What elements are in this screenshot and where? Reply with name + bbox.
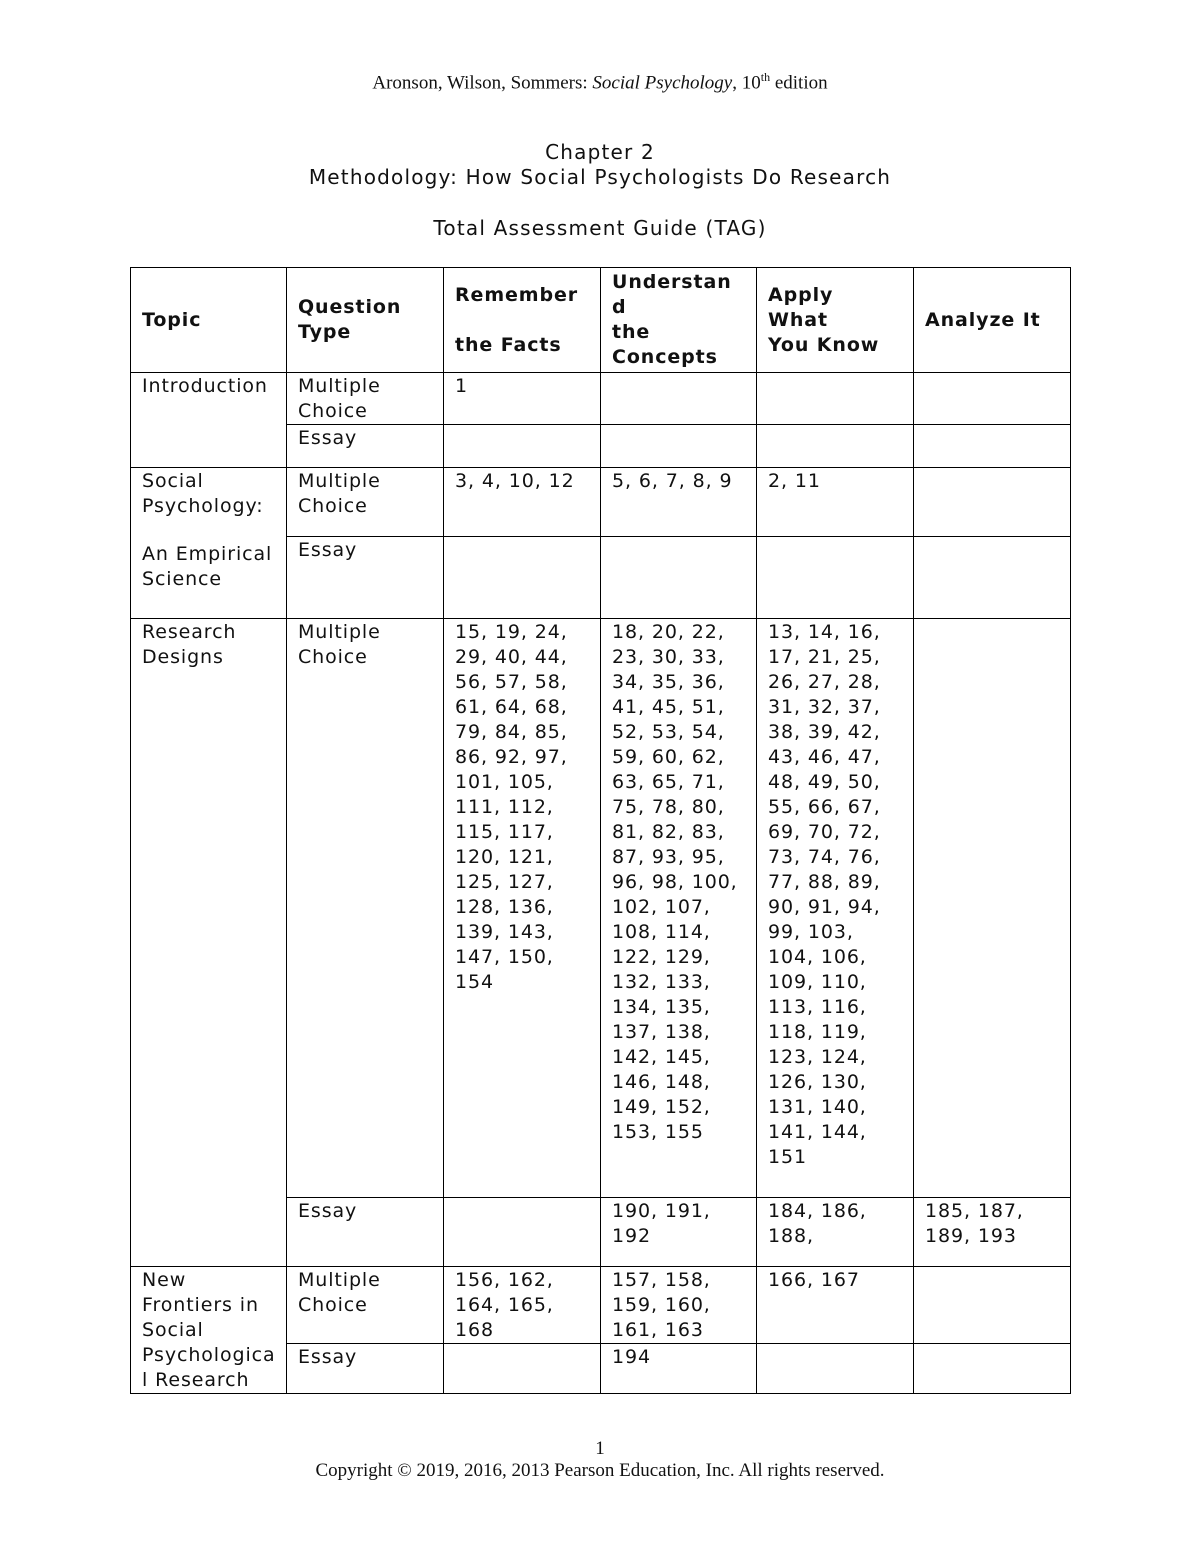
header-book-title: Social Psychology: [592, 72, 733, 94]
analyze-cell: [914, 537, 1071, 619]
remember-cell: [444, 1198, 601, 1267]
remember-cell: 3, 4, 10, 12: [444, 468, 601, 537]
question-type-cell: Essay: [287, 1198, 444, 1267]
topic-line: Social Psychology:: [142, 470, 264, 517]
header-edition-number: , 10: [732, 72, 761, 94]
apply-cell: 2, 11: [757, 468, 914, 537]
table-row: [131, 1267, 1071, 1344]
header-apply: Apply What You Know: [757, 268, 914, 373]
table-row: [131, 619, 1071, 1198]
analyze-cell: [914, 1344, 1071, 1394]
remember-cell: 15, 19, 24, 29, 40, 44, 56, 57, 58, 61, 64, 68, 79, 84, 85, 86, 92, 97, 101, 105, 111, 112, 115, 117, 120, 121, 125, 127, 128, 136, 139, 143, 147, 150, 154: [444, 619, 601, 1198]
analyze-cell: [914, 373, 1071, 425]
understand-cell: [601, 373, 757, 425]
analyze-cell: [914, 468, 1071, 537]
header-topic: Topic: [131, 268, 287, 373]
analyze-cell: 185, 187, 189, 193: [914, 1198, 1071, 1267]
topic-cell: Introduction: [131, 373, 287, 468]
understand-cell: 5, 6, 7, 8, 9: [601, 468, 757, 537]
page-number: 1: [595, 1438, 605, 1459]
topic-cell: Research Designs: [131, 619, 287, 1267]
header-edition-sup: th: [760, 70, 771, 84]
understand-cell: [601, 425, 757, 468]
running-header: [0, 70, 1200, 94]
remember-cell: 156, 162, 164, 165, 168: [444, 1267, 601, 1344]
apply-cell: 166, 167: [757, 1267, 914, 1344]
question-type-cell: Multiple Choice: [287, 468, 444, 537]
question-type-cell: Essay: [287, 1344, 444, 1394]
remember-cell: [444, 425, 601, 468]
header-edition-word: edition: [770, 72, 828, 94]
question-type-cell: Multiple Choice: [287, 619, 444, 1198]
understand-cell: 194: [601, 1344, 757, 1394]
question-type-cell: Multiple Choice: [287, 373, 444, 425]
analyze-cell: [914, 1267, 1071, 1344]
remember-cell: 1: [444, 373, 601, 425]
assessment-table: [130, 267, 1071, 1394]
remember-cell: [444, 537, 601, 619]
guide-title: Total Assessment Guide (TAG): [433, 216, 767, 240]
question-type-cell: Multiple Choice: [287, 1267, 444, 1344]
topic-cell: New Frontiers in Social Psychological Research: [131, 1267, 287, 1394]
chapter-number: Chapter 2: [545, 140, 655, 164]
apply-cell: [757, 425, 914, 468]
table-row: [131, 373, 1071, 425]
header-understand: Understan d the Concepts: [601, 268, 757, 373]
apply-cell: [757, 373, 914, 425]
document-titles: [0, 140, 1200, 241]
understand-cell: 190, 191, 192: [601, 1198, 757, 1267]
chapter-title: Methodology: How Social Psychologists Do Research: [308, 165, 892, 189]
topic-line: An Empirical Science: [142, 543, 273, 590]
understand-cell: 18, 20, 22, 23, 30, 33, 34, 35, 36, 41, 45, 51, 52, 53, 54, 59, 60, 62, 63, 65, 71, 75, 78, 80, 81, 82, 83, 87, 93, 95, 96, 98, 100, 102, 107, 108, 114, 122, 129, 132, 133, 134, 135, 137, 138, 142, 145, 146, 148, 149, 152, 153, 155: [601, 619, 757, 1198]
apply-cell: [757, 537, 914, 619]
question-type-cell: Essay: [287, 537, 444, 619]
header-authors: Aronson, Wilson, Sommers:: [372, 72, 593, 94]
header-analyze: Analyze It: [914, 268, 1071, 373]
apply-cell: 13, 14, 16, 17, 21, 25, 26, 27, 28, 31, 32, 37, 38, 39, 42, 43, 46, 47, 48, 49, 50, 55, 66, 67, 69, 70, 72, 73, 74, 76, 77, 88, 89, 90, 91, 94, 99, 103, 104, 106, 109, 110, 113, 116, 118, 119, 123, 124, 126, 130, 131, 140, 141, 144, 151: [757, 619, 914, 1198]
header-remember: Remember the Facts: [444, 268, 601, 373]
copyright-notice: Copyright © 2019, 2016, 2013 Pearson Education, Inc. All rights reserved.: [315, 1460, 885, 1481]
analyze-cell: [914, 619, 1071, 1198]
apply-cell: 184, 186, 188,: [757, 1198, 914, 1267]
apply-cell: [757, 1344, 914, 1394]
understand-cell: [601, 537, 757, 619]
understand-cell: 157, 158, 159, 160, 161, 163: [601, 1267, 757, 1344]
header-question-type: Question Type: [287, 268, 444, 373]
table-header-row: [131, 268, 1071, 373]
topic-cell: [131, 468, 287, 619]
remember-cell: [444, 1344, 601, 1394]
table-row: [131, 468, 1071, 537]
analyze-cell: [914, 425, 1071, 468]
question-type-cell: Essay: [287, 425, 444, 468]
